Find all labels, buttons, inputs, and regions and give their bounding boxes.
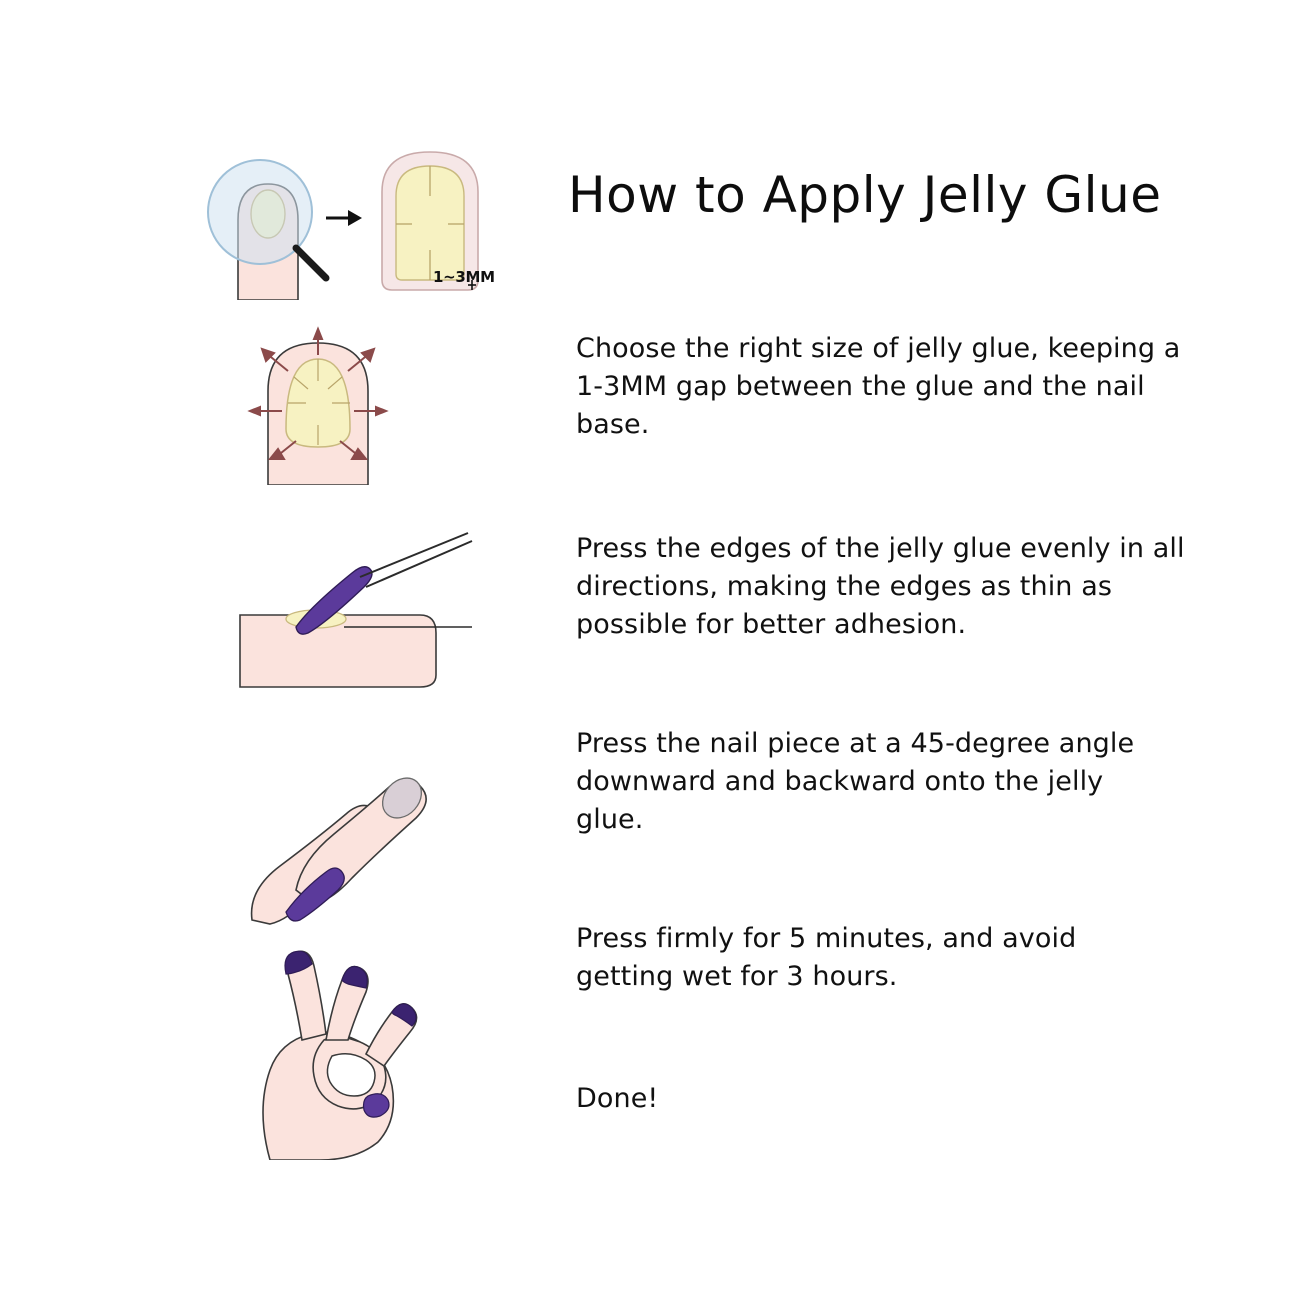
- two-fingers-pressing-nail-icon: [120, 740, 540, 930]
- figure-step-5: [120, 930, 540, 1160]
- figure-step-2: [120, 325, 540, 485]
- step-text-4: Press firmly for 5 minutes, and avoid getting wet for 3 hours.: [576, 923, 1077, 992]
- finger-with-nail-tip-at-angle-icon: [120, 515, 540, 705]
- hand-ok-gesture-icon: [120, 930, 540, 1160]
- gap-measurement-label: 1~3MM: [433, 268, 495, 286]
- fingertip-with-glue-spread-arrows-icon: [120, 325, 540, 485]
- page-title: How to Apply Jelly Glue: [568, 166, 1162, 224]
- step-text-5: Done!: [576, 1083, 659, 1114]
- figure-step-1: [120, 140, 540, 300]
- illustration-column: [120, 140, 540, 1170]
- figure-step-4: [120, 740, 540, 930]
- step-text-1: Choose the right size of jelly glue, keeping a 1-3MM gap between the glue and the nail base.: [576, 333, 1181, 440]
- figure-step-3: [120, 515, 540, 705]
- step-text-3: Press the nail piece at a 45-degree angle downward and backward onto the jelly glue.: [576, 728, 1135, 835]
- step-text-2: Press the edges of the jelly glue evenly in all directions, making the edges as thin as possible for better adhesion.: [576, 533, 1185, 640]
